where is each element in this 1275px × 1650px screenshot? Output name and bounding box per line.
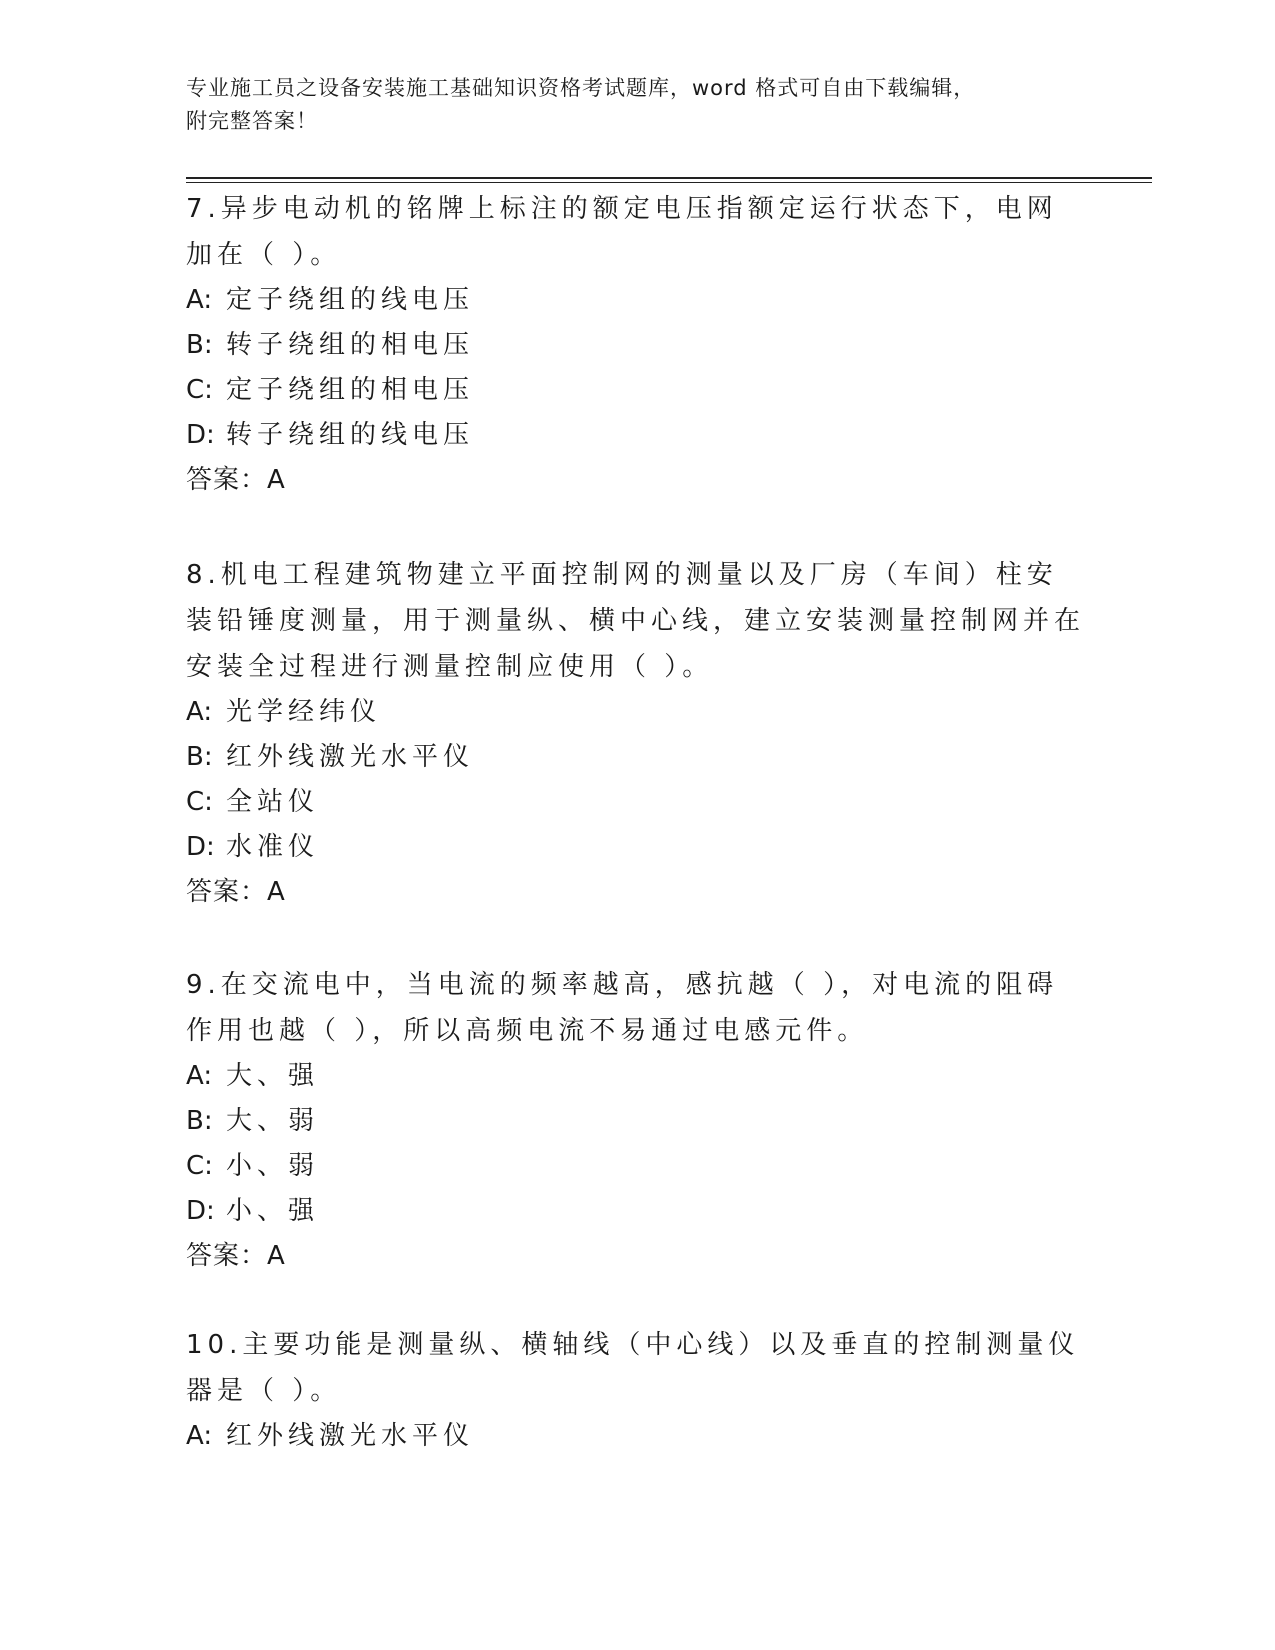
option-letter: A: — [186, 697, 213, 727]
option-d — [186, 413, 1086, 458]
option-text: 定子绕组的相电压 — [226, 375, 475, 405]
header-divider-thin — [186, 182, 1152, 183]
option-letter: D: — [186, 832, 215, 862]
question-stem: 8.机电工程建筑物建立平面控制网的测量以及厂房（车间）柱安装铅锤度测量，用于测量纵、横中心线，建立安装测量控制网并在安装全过程进行测量控制应使用（ ）。 — [186, 560, 1086, 682]
option-b — [186, 323, 1086, 368]
option-letter: C: — [186, 375, 213, 405]
option-text: 定子绕组的线电压 — [226, 285, 475, 315]
option-letter: A: — [186, 1061, 213, 1091]
question-stem: 7.异步电动机的铭牌上标注的额定电压指额定运行状态下，电网加在（ ）。 — [186, 194, 1058, 270]
question-7 — [186, 186, 1086, 503]
option-b — [186, 1099, 1086, 1144]
option-text: 小、弱 — [226, 1151, 320, 1181]
page-header — [186, 72, 1066, 138]
option-d — [186, 825, 1086, 870]
option-letter: C: — [186, 787, 213, 817]
option-d — [186, 1189, 1086, 1234]
option-letter: A: — [186, 285, 213, 315]
option-letter: D: — [186, 420, 215, 450]
option-c — [186, 780, 1086, 825]
header-divider-thick — [186, 177, 1152, 179]
question-9 — [186, 962, 1086, 1279]
option-letter: B: — [186, 330, 213, 360]
header-line-2: 附完整答案！ — [186, 109, 318, 133]
header-line-1: 专业施工员之设备安装施工基础知识资格考试题库，word 格式可自由下载编辑， — [186, 76, 976, 100]
option-letter: D: — [186, 1196, 215, 1226]
option-a — [186, 278, 1086, 323]
option-text: 转子绕组的线电压 — [226, 420, 475, 450]
option-letter: A: — [186, 1421, 213, 1451]
option-a — [186, 1414, 1086, 1459]
option-text: 大、强 — [226, 1061, 320, 1091]
option-text: 红外线激光水平仪 — [226, 742, 475, 772]
option-c — [186, 368, 1086, 413]
option-letter: B: — [186, 1106, 213, 1136]
option-text: 全站仪 — [226, 787, 320, 817]
answer: 答案：A — [186, 1241, 286, 1271]
question-8 — [186, 552, 1086, 915]
answer: 答案：A — [186, 877, 286, 907]
option-text: 转子绕组的相电压 — [226, 330, 475, 360]
option-a — [186, 1054, 1086, 1099]
option-a — [186, 690, 1086, 735]
option-text: 大、弱 — [226, 1106, 320, 1136]
question-10 — [186, 1322, 1086, 1459]
answer: 答案：A — [186, 465, 286, 495]
option-c — [186, 1144, 1086, 1189]
option-text: 光学经纬仪 — [226, 697, 382, 727]
question-stem: 10.主要功能是测量纵、横轴线（中心线）以及垂直的控制测量仪器是（ ）。 — [186, 1330, 1080, 1406]
question-stem: 9.在交流电中，当电流的频率越高，感抗越（ ），对电流的阻碍作用也越（ ），所以高频电流不易通过电感元件。 — [186, 970, 1059, 1046]
option-text: 红外线激光水平仪 — [226, 1421, 475, 1451]
option-letter: C: — [186, 1151, 213, 1181]
option-letter: B: — [186, 742, 213, 772]
option-b — [186, 735, 1086, 780]
option-text: 小、强 — [226, 1196, 320, 1226]
option-text: 水准仪 — [226, 832, 320, 862]
